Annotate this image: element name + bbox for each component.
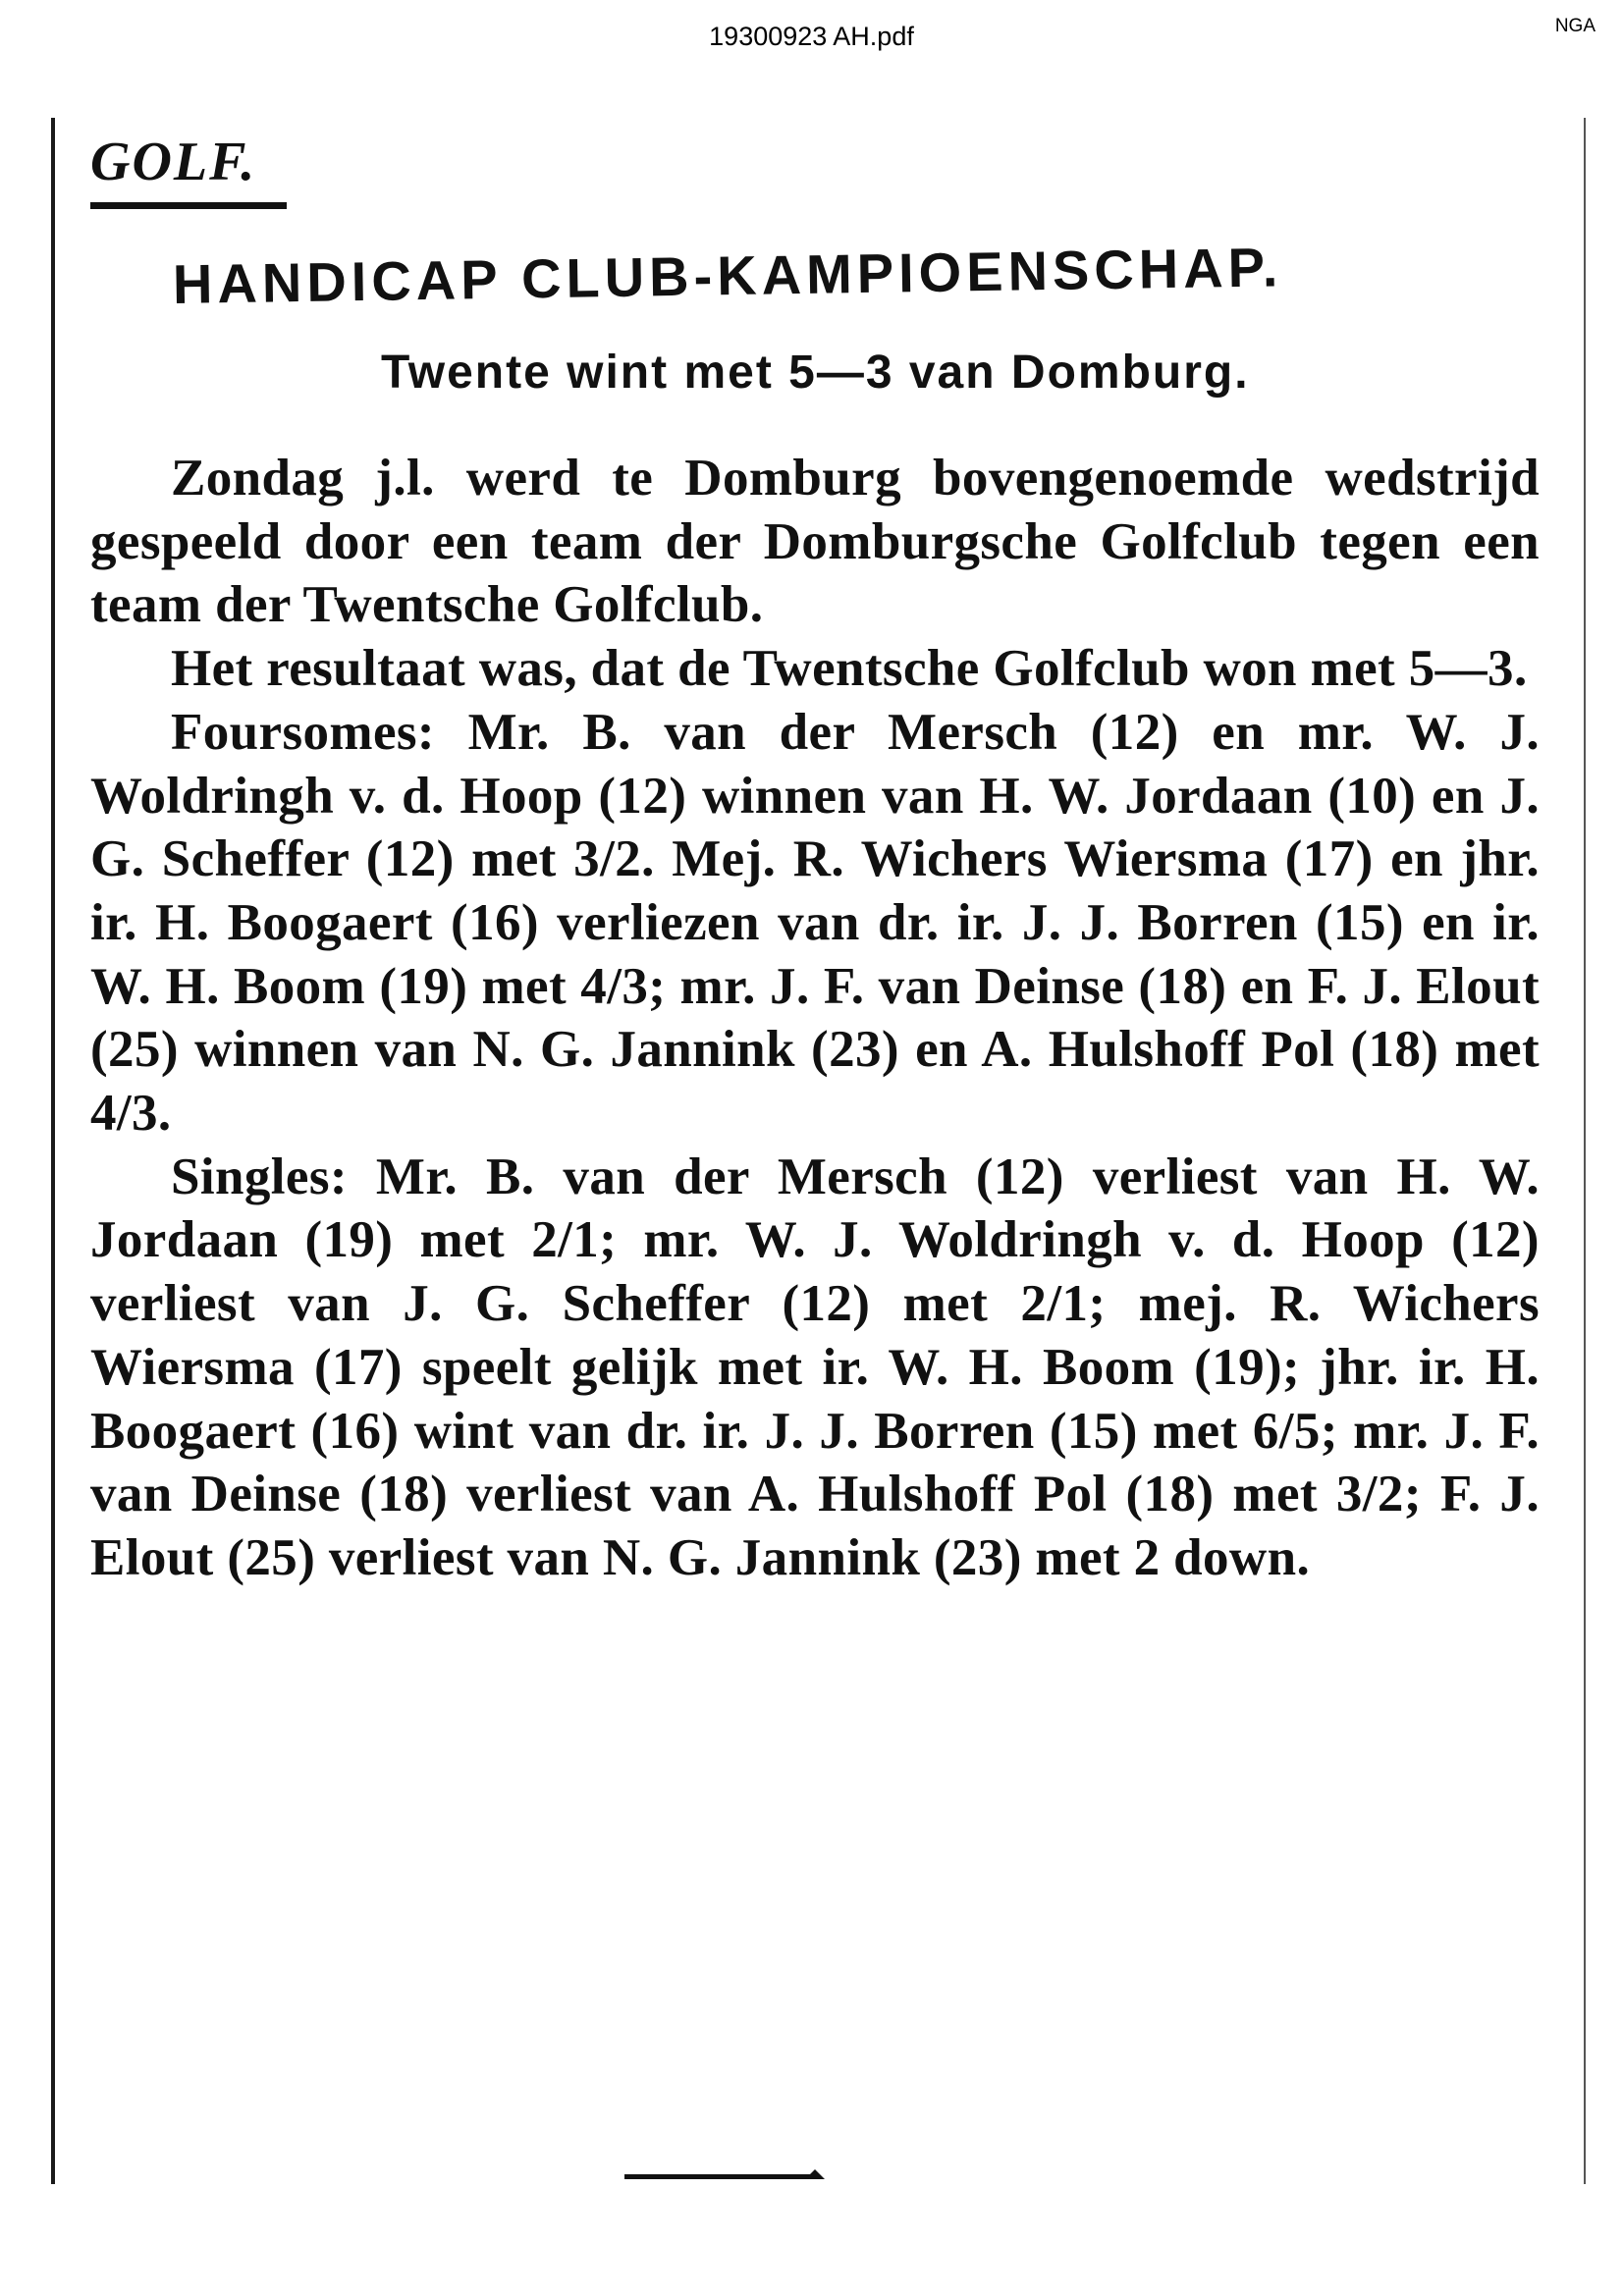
pdf-filename: 19300923 AH.pdf xyxy=(709,22,914,51)
article-paragraph: Singles: Mr. B. van der Mersch (12) verliest van H. W. Jordaan (19) met 2/1; mr. W. J. Woldringh v. d. Hoop (12) verliest van J. G. Scheffer (12) met 2/1; mej. R. Wichers Wiersma (17) speelt gelijk met ir. W. H. Boom (19); jhr. ir. H. Boogaert (16) wint van dr. ir. J. J. Borren (15) met 6/5; mr. J. F. van Deinse (18) verliest van A. Hulshoff Pol (18) met 3/2; F. J. Elout (25) verliest van N. G. Jannink (23) met 2 down. xyxy=(90,1148,1540,1586)
newspaper-clipping xyxy=(90,128,1543,1590)
article-paragraph: Foursomes: Mr. B. van der Mersch (12) en mr. W. J. Woldringh v. d. Hoop (12) winnen van H. W. Jordaan (10) en J. G. Scheffer (12) met 3/2. Mej. R. Wichers Wiersma (17) en jhr. ir. H. Boogaert (16) verliezen van dr. ir. J. J. Borren (15) en ir. W. H. Boom (19) met 4/3; mr. J. F. van Deinse (18) en F. J. Elout (25) winnen van N. G. Jannink (23) en A. Hulshoff Pol (18) met 4/3. xyxy=(90,703,1540,1143)
archive-label: NGA xyxy=(1554,16,1596,36)
end-mark-bar xyxy=(624,2174,811,2179)
section-underline xyxy=(90,202,287,209)
article-paragraph: Het resultaat was, dat de Twentsche Golfclub won met 5—3. xyxy=(171,640,1528,698)
section-title: GOLF. xyxy=(90,132,257,192)
article-body xyxy=(90,447,1540,1590)
article-headline: HANDICAP CLUB-KAMPIOENSCHAP. xyxy=(172,236,1283,315)
end-of-article-mark xyxy=(624,2172,821,2179)
column-rule-left xyxy=(51,118,55,2184)
column-rule-right xyxy=(1584,118,1586,2184)
article-paragraph: Zondag j.l. werd te Domburg bovengenoemde wedstrijd gespeeld door een team der Domburgsche Golfclub tegen een team der Twentsche Golfclub. xyxy=(90,450,1540,634)
end-mark-tip xyxy=(805,2169,825,2179)
article-subheadline: Twente wint met 5—3 van Domburg. xyxy=(381,347,1250,399)
